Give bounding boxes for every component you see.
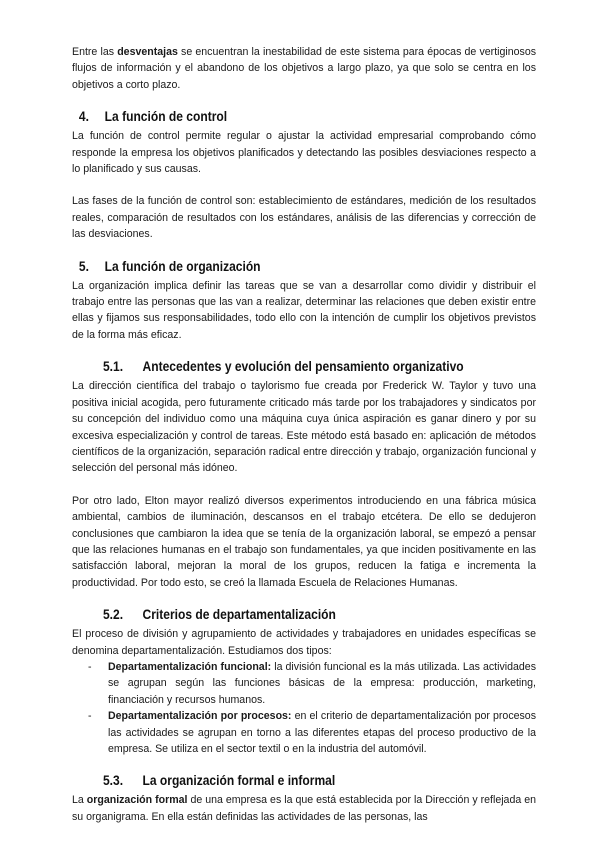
s4-paragraph-2: Las fases de la función de control son: establecimiento de estándares, medición de los resultados reales, comparación de resultados con los estándares, análisis de las diferencias y corrección de las desviaciones. [72, 195, 536, 241]
section-number: 5.2. [102, 606, 124, 623]
list-item-text: la división funcional es la más utilizada. Las actividades se agrupan según las funciones básicas de la empresa: producción, marketing, financiación y recursos humanos. [108, 660, 536, 706]
intro-bold-term: desventajas [117, 46, 178, 58]
section-title: La función de control [104, 108, 228, 125]
intro-text-post: se encuentran la inestabilidad de este sistema para épocas de vertiginosos flujos de información y el abandono de los objetivos a largo plazo, ya que solo se centra en los objetivos a corto plazo. [72, 46, 537, 91]
intro-text-pre: Entre las [72, 46, 118, 58]
s52-paragraph-1: El proceso de división y agrupamiento de actividades y trabajadores en unidades específicas se denomina departamentalización. Estudiamos dos tipos: [72, 628, 536, 657]
section-title: La organización formal e informal [142, 772, 336, 789]
s51-paragraph-2: Por otro lado, Elton mayor realizó diversos experimentos introduciendo en una fábrica música ambiental, cambios de iluminación, descansos en el trabajo etcétera. De ello se dedujeron conclusiones que cambiaron la idea que se tenía de la organización laboral, se empezó a pensar que las relaciones humanas en el trabajo son fundamentales, ya que inciden positivamente en las satisfacción laboral, mejoran la moral de los grupos, reducen la fatiga e incrementa la productividad. Por todo esto, se creó la llamada Escuela de Relaciones Humanas. [72, 494, 536, 589]
s53-paragraph-1 [72, 792, 536, 825]
section-title: La función de organización [104, 257, 261, 274]
section-number: 4. [78, 108, 89, 125]
list-item [72, 708, 536, 757]
s5-paragraph-1: La organización implica definir las tareas que se van a desarrollar como dividir y distribuir el trabajo entre las personas que las van a realizar, determinar las relaciones que deben existir entre ellas y fijamos sus responsabilidades, todo ello con la intención de cumplir los objetivos previstos de la forma más eficaz. [72, 279, 536, 341]
section-5-1-heading [72, 356, 471, 376]
section-number: 5.1. [102, 358, 124, 375]
section-5-heading [72, 256, 471, 276]
list-item-text: en el criterio de departamentalización por procesos las actividades se agrupan en torno a las diferentes etapas del proceso productivo de la empresa. Se utiliza en el sector textil o en la industria del automóvil. [108, 710, 536, 755]
section-5-2-heading [72, 604, 471, 624]
s53-text-post: de una empresa es la que está establecida por la Dirección y reflejada en su organigrama. En ella están definidas las actividades de las personas, las [72, 794, 536, 823]
list-item [72, 659, 536, 708]
intro-paragraph [72, 44, 536, 93]
document-page [72, 44, 536, 825]
list-dash: - [88, 660, 92, 673]
section-number: 5.3. [102, 772, 124, 789]
list-dash: - [88, 710, 92, 723]
section-number: 5. [78, 257, 89, 274]
s53-bold-term: organización formal [86, 794, 188, 807]
section-title: Criterios de departamentalización [142, 606, 336, 623]
section-4-heading [72, 106, 471, 126]
s4-paragraph-1: La función de control permite regular o ajustar la actividad empresarial comprobando cómo responde la empresa los objetivos planificados y detectando las posibles desviaciones respecto a lo planificado y sus causas. [72, 130, 536, 176]
s53-text-pre: La [72, 794, 87, 807]
list-item-term: Departamentalización funcional: [108, 660, 272, 673]
list-item-term: Departamentalización por procesos: [108, 710, 292, 723]
section-title: Antecedentes y evolución del pensamiento organizativo [142, 358, 464, 375]
departmentalization-list [72, 659, 536, 757]
s51-paragraph-1: La dirección científica del trabajo o taylorismo fue creada por Frederick W. Taylor y tuvo una positiva inicial acogida, pero futuramente criticado más tarde por los trabajadores y sindicatos por su concepción del individuo como una máquina cuya única aspiración es ganar dinero y por su excesiva especialización y control de tareas. Este método está basado en: aplicación de métodos científicos de la organización, separación radical entre dirección y trabajo, organización funcional y selección del personal más idóneo. [72, 380, 536, 475]
section-5-3-heading [72, 770, 471, 790]
